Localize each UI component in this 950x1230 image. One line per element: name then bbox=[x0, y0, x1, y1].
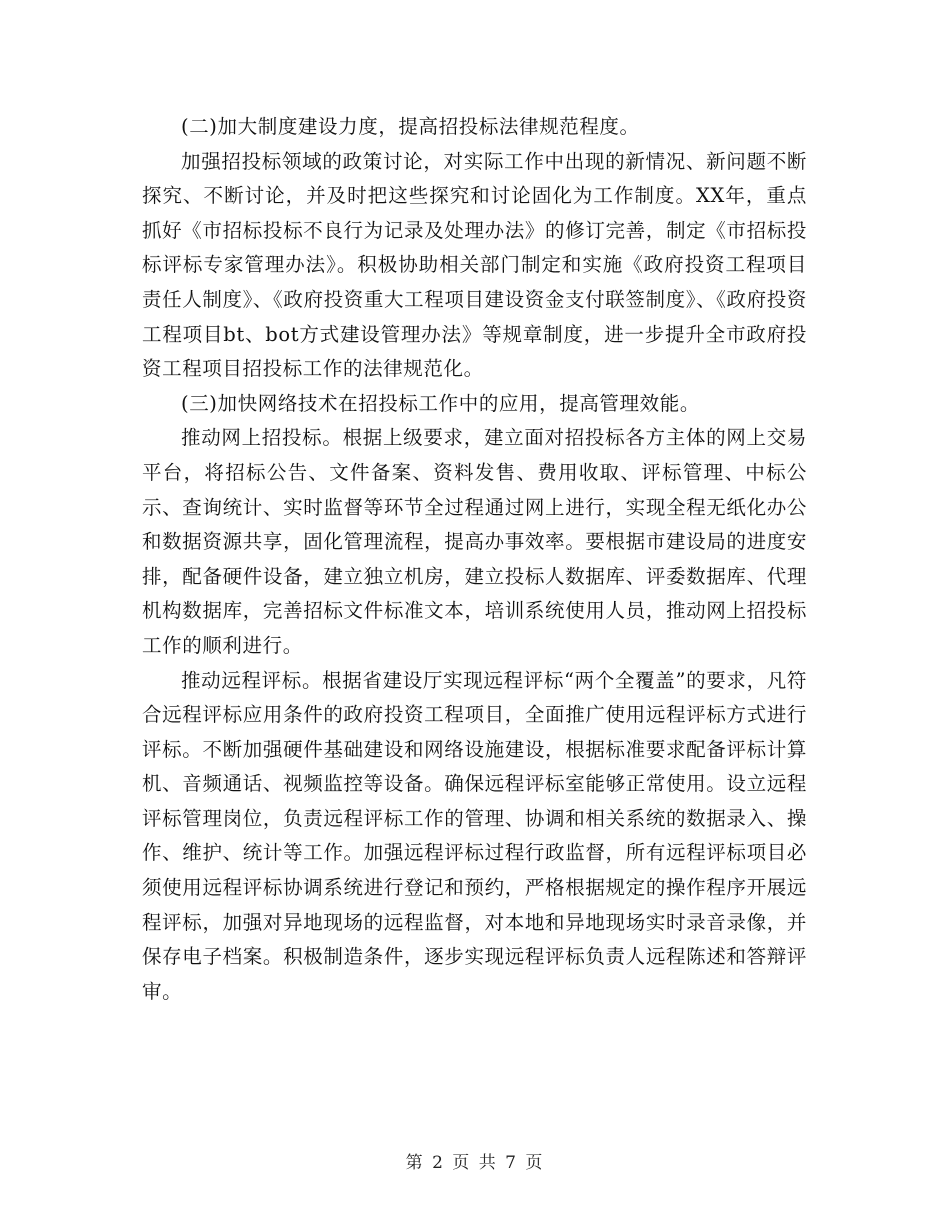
section-heading-3: (三)加快网络技术在招投标工作中的应用，提高管理效能。 bbox=[181, 391, 700, 415]
section-heading-2: (二)加大制度建设力度，提高招投标法律规范程度。 bbox=[181, 115, 640, 138]
page-number: 第 2 页 共 7 页 bbox=[405, 1153, 545, 1173]
body-paragraph-regulations: 加强招投标领域的政策讨论，对实际工作中出现的新情况、新问题不断探究、不断讨论，并及时把这些探究和讨论固化为工作制度。XX年，重点抓好《市招标投标不良行为记录及处理办法》的修订完善，制定《市招标投标评标专家管理办法》。积极协助相关部门制定和实施《政府投资工程项目责任人制度》、《政府投资重大工程项目建设资金支付联签制度》、《政府投资工程项目bt、bot方式建设管理办法》等规章制度，进一步提升全市政府投资工程项目招投标工作的法律规范化。 bbox=[142, 149, 807, 381]
body-paragraph-remote-evaluation: 推动远程评标。根据省建设厅实现远程评标“两个全覆盖”的要求，凡符合远程评标应用条件的政府投资工程项目，全面推广使用远程评标方式进行评标。不断加强硬件基础建设和网络设施建设，根据标准要求配备评标计算机、音频通话、视频监控等设备。确保远程评标室能够正常使用。设立远程评标管理岗位，负责远程评标工作的管理、协调和相关系统的数据录入、操作、维护、统计等工作。加强远程评标过程行政监督，所有远程评标项目必须使用远程评标协调系统进行登记和预约，严格根据规定的操作程序开展远程评标，加强对异地现场的远程监督，对本地和异地现场实时录音录像，并保存电子档案。积极制造条件，逐步实现远程评标负责人远程陈述和答辩评审。 bbox=[142, 668, 807, 1003]
page-footer bbox=[0, 1148, 950, 1173]
document-body bbox=[142, 110, 807, 1009]
body-paragraph-online-bidding: 推动网上招投标。根据上级要求，建立面对招投标各方主体的网上交易平台，将招标公告、文件备案、资料发售、费用收取、评标管理、中标公示、查询统计、实时监督等环节全过程通过网上进行，实现全程无纸化办公和数据资源共享，固化管理流程，提高办事效率。要根据市建设局的进度安排，配备硬件设备，建立独立机房，建立投标人数据库、评委数据库、代理机构数据库，完善招标文件标准文本，培训系统使用人员，推动网上招投标工作的顺利进行。 bbox=[142, 426, 807, 657]
